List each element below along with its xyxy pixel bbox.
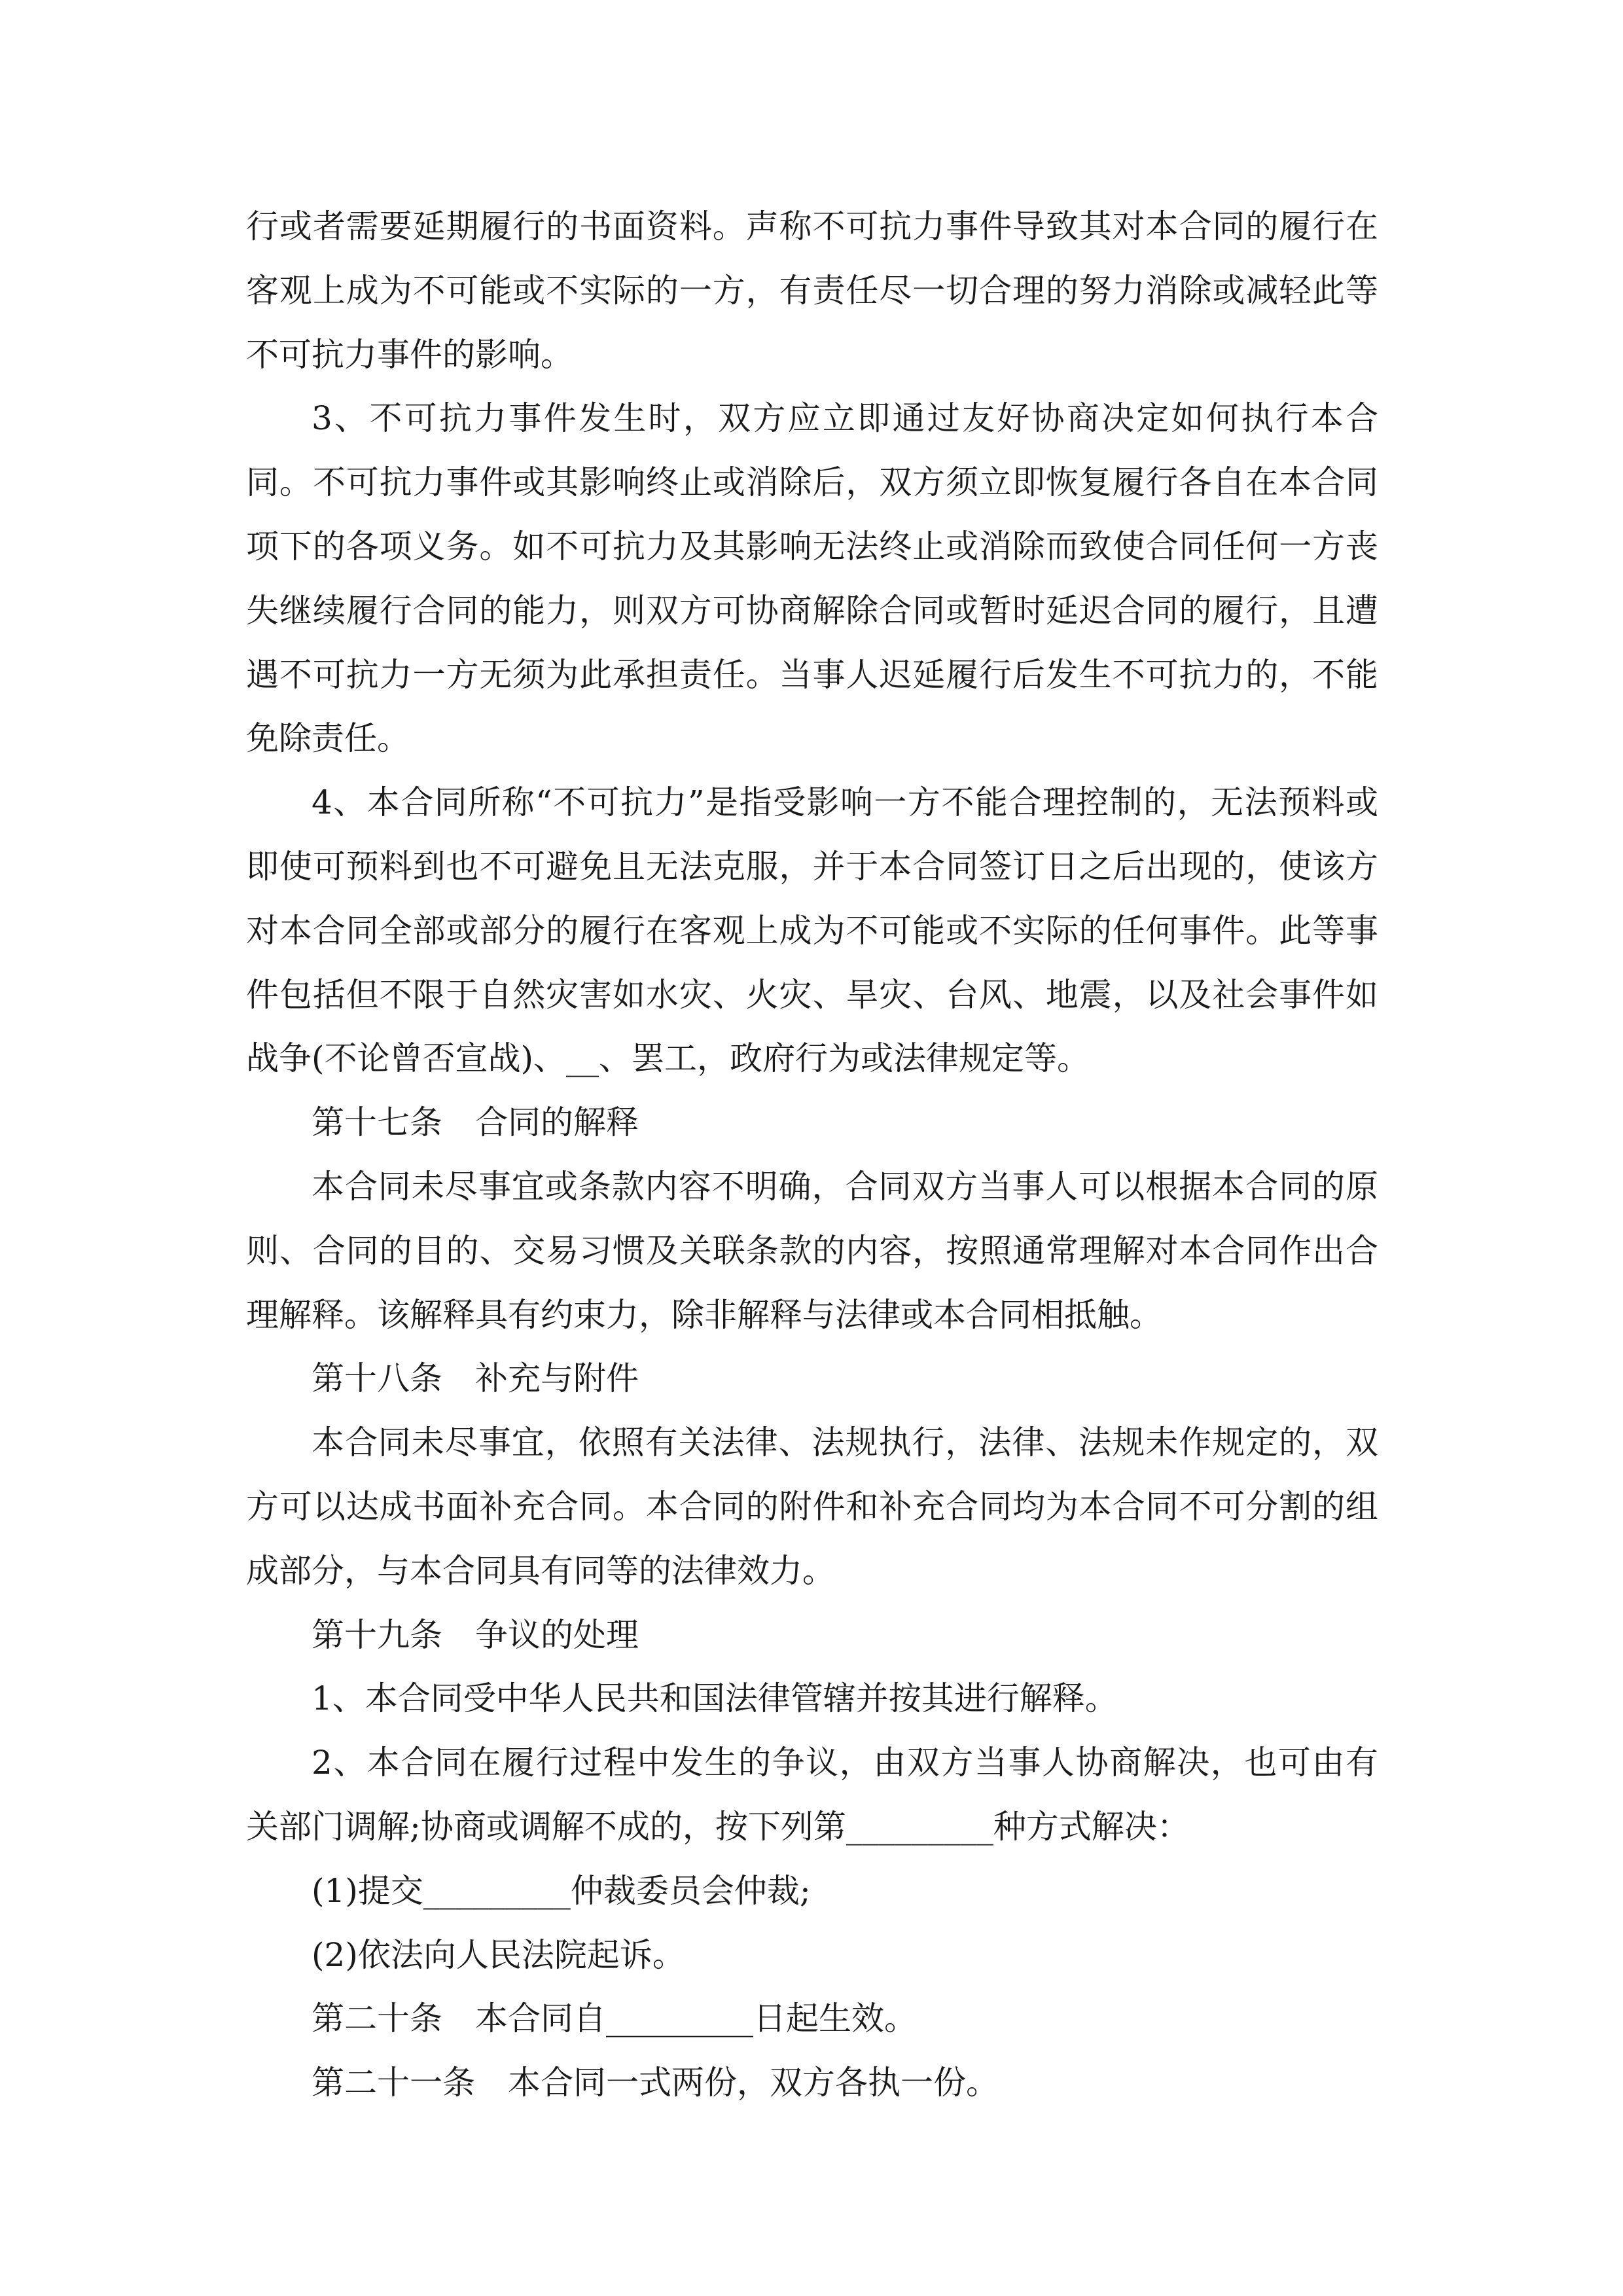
paragraph-force-majeure-3: 3、不可抗力事件发生时，双方应立即通过友好协商决定如何执行本合同。不可抗力事件或其影响终止或消除后，双方须立即恢复履行各自在本合同项下的各项义务。如不可抗力及其影响无法终止或消除而致使合同任何一方丧失继续履行合同的能力，则双方可协商解除合同或暂时延迟合同的履行，且遭遇不可抗力一方无须为此承担责任。当事人迟延履行后发生不可抗力的，不能免除责任。 — [246, 399, 1378, 758]
article-19-option-2: (2)依法向人民法院起诉。 — [312, 1935, 685, 1974]
article-17-heading: 第十七条 合同的解释 — [312, 1103, 639, 1142]
article-19-clause-2: 2、本合同在履行过程中发生的争议，由双方当事人协商解决，也可由有关部门调解;协商或调解不成的，按下列第_________种方式解决： — [246, 1744, 1378, 1846]
article-21: 第二十一条 本合同一式两份，双方各执一份。 — [312, 2064, 999, 2102]
article-18-heading: 第十八条 补充与附件 — [312, 1359, 639, 1398]
paragraph-force-majeure-continued: 行或者需要延期履行的书面资料。声称不可抗力事件导致其对本合同的履行在客观上成为不可能或不实际的一方，有责任尽一切合理的努力消除或减轻此等不可抗力事件的影响。 — [246, 207, 1378, 374]
contract-text — [246, 195, 1378, 2115]
article-17-body: 本合同未尽事宜或条款内容不明确，合同双方当事人可以根据本合同的原则、合同的目的、交易习惯及关联条款的内容，按照通常理解对本合同作出合理解释。该解释具有约束力，除非解释与法律或本合同相抵触。 — [246, 1167, 1378, 1334]
article-19-clause-1: 1、本合同受中华人民共和国法律管辖并按其进行解释。 — [312, 1679, 1118, 1718]
article-19-option-1: (1)提交_________仲裁委员会仲裁; — [312, 1871, 811, 1910]
article-18-body: 本合同未尽事宜，依照有关法律、法规执行，法律、法规未作规定的，双方可以达成书面补充合同。本合同的附件和补充合同均为本合同不可分割的组成部分，与本合同具有同等的法律效力。 — [246, 1424, 1378, 1590]
article-19-heading: 第十九条 争议的处理 — [312, 1615, 639, 1654]
paragraph-force-majeure-4: 4、本合同所称“不可抗力”是指受影响一方不能合理控制的，无法预料或即使可预料到也不可避免且无法克服，并于本合同签订日之后出现的，使该方对本合同全部或部分的履行在客观上成为不可能或不实际的任何事件。此等事件包括但不限于自然灾害如水灾、火灾、旱灾、台风、地震，以及社会事件如战争(不论曾否宣战)、__、罢工，政府行为或法律规定等。 — [246, 783, 1378, 1078]
article-20: 第二十条 本合同自_________日起生效。 — [312, 2000, 917, 2038]
